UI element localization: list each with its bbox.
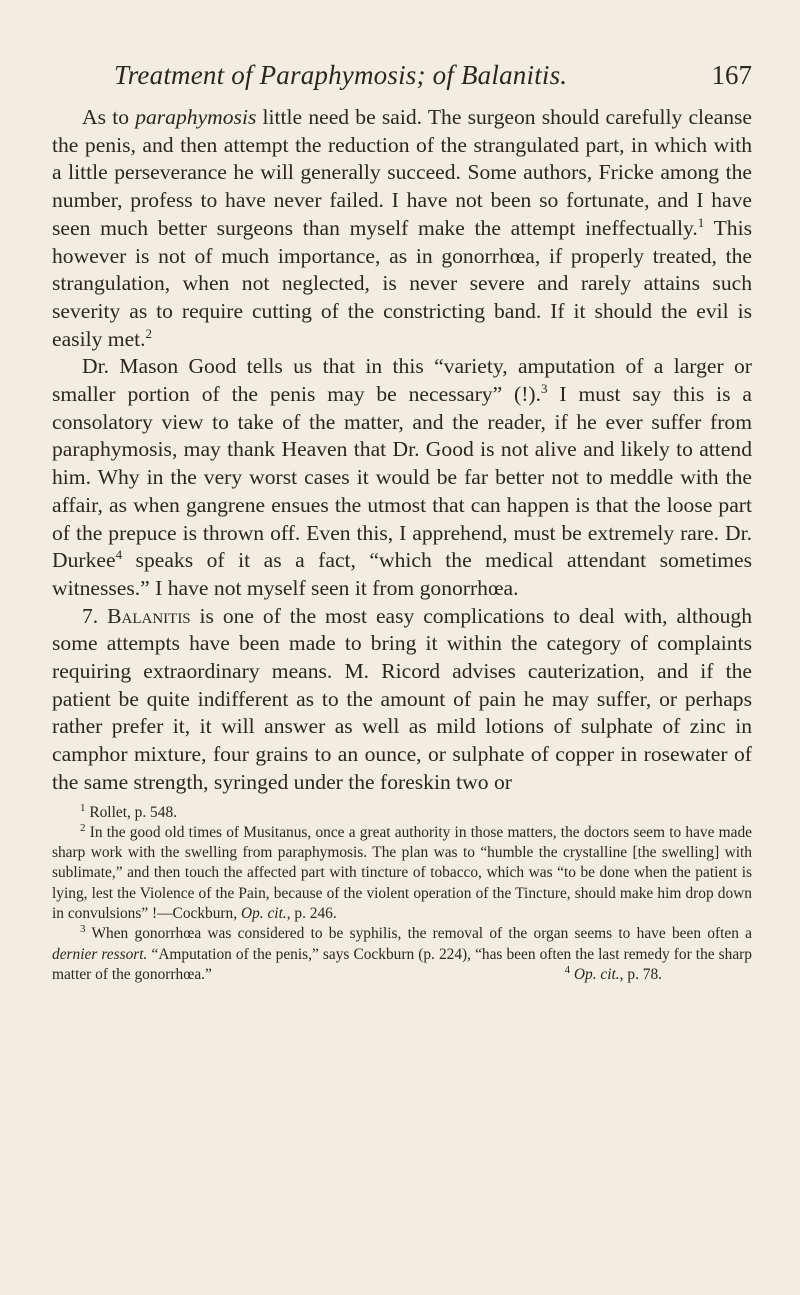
paragraph-mason-good: [52, 353, 752, 602]
footnote-mark: 2: [80, 821, 86, 834]
text-run: little need be said. The surgeon should carefully cleanse the penis, and then attempt the reduction of the strangulated part, in which with a little perseverance he will generally succeed. Some authors, Fricke among the number, profess to have never failed. I have not been so fortunate, and I have seen much better surgeons than myself make the attempt ineffectually.: [52, 105, 752, 240]
text-run: As to: [82, 105, 136, 129]
footnote-3: [52, 924, 752, 985]
section-number: 7.: [82, 603, 108, 628]
running-title: Treatment of Paraphymosis; of Balanitis.: [114, 60, 568, 90]
paragraph-paraphymosis: [52, 104, 752, 353]
citation: Op. cit.: [573, 965, 620, 983]
footnote-text: In the good old times of Musitanus, once a great authority in those matters, the doctors seem to have made sharp work with the swelling from paraphymosis. The plan was to “humble the crystalline [the swelling] with sublimate,” and then touch the affected part with tincture of tobacco, which was “to be done when the patient is lying, lest the Violence of the Pain, because of the violent operation of the Tincture, should make him drop down in convulsions” !—Cockburn,: [52, 823, 752, 923]
italic-term: paraphymosis: [135, 105, 257, 129]
footnotes: [52, 803, 752, 986]
page-number: 167: [711, 60, 752, 90]
footnote-2: [52, 823, 752, 924]
paragraph-balanitis: [52, 603, 752, 797]
footnote-ref: 4: [115, 547, 123, 563]
main-text: [52, 104, 752, 797]
text-run: I must say this is a consolatory view to take of the matter, and the reader, if he ever suffer from paraphymosis, may thank Heaven that Dr. Good is not alive and likely to attend him. Why in the very worst cases it would be far better not to meddle with the affair, as when gangrene ensues the utmost that can happen is that the loose part of the prepuce is thrown off. Even this, I apprehend, must be extremely rare. Dr. Durkee: [52, 382, 752, 573]
italic-phrase: dernier ressort.: [52, 945, 148, 963]
section-heading: Balanitis: [107, 603, 191, 628]
footnote-1: [52, 803, 752, 823]
footnote-text: , p. 78.: [619, 965, 662, 983]
footnote-mark: 3: [80, 923, 86, 936]
footnote-ref: 1: [697, 214, 705, 230]
text-run: This however is not of much importance, as in gonorrhœa, if properly treated, the strangulation, when not neglected, is never severe and rarely attains such severity as to require cutting of the constricting band. If it should the evil is easily met.: [52, 215, 753, 351]
book-page: [52, 60, 752, 985]
text-run: is one of the most easy complications to deal with, although some attempts have been made to bring it within the category of complaints requiring extraordinary means. M. Ricord advises cauterization, and if the patient be quite indifferent as to the amount of pain he may suffer, or perhaps rather prefer it, it will answer as well as mild lotions of sulphate of zinc in camphor mixture, four grains to an ounce, or sulphate of copper in rosewater of the same strength, syringed under the foreskin two or: [52, 603, 753, 794]
text-run: speaks of it as a fact, “which the medical attendant sometimes witnesses.” I have not myself seen it from gonorrhœa.: [52, 548, 752, 600]
footnote-text: Rollet, p. 548.: [85, 803, 177, 821]
text-run: Dr. Mason Good tells us that in this “variety, amputation of a larger or smaller portion of the penis may be necessary” (!).: [52, 354, 752, 407]
footnote-ref: 2: [145, 325, 153, 341]
footnote-mark: 4: [564, 963, 571, 976]
citation: Op. cit.: [240, 905, 287, 923]
footnote-ref: 3: [541, 381, 548, 397]
footnote-text: , p. 246.: [286, 905, 337, 923]
footnote-mark: 1: [80, 801, 86, 814]
running-head: [52, 60, 752, 100]
footnote-text: “Amputation of the penis,” says Cockburn (p. 224), “has been often the last remedy for the sharp matter of the gonorrhœa.”: [52, 945, 753, 983]
footnote-text: When gonorrhœa was considered to be syphilis, the removal of the organ seems to have been often a: [85, 925, 752, 943]
footnote-4: [537, 965, 662, 985]
